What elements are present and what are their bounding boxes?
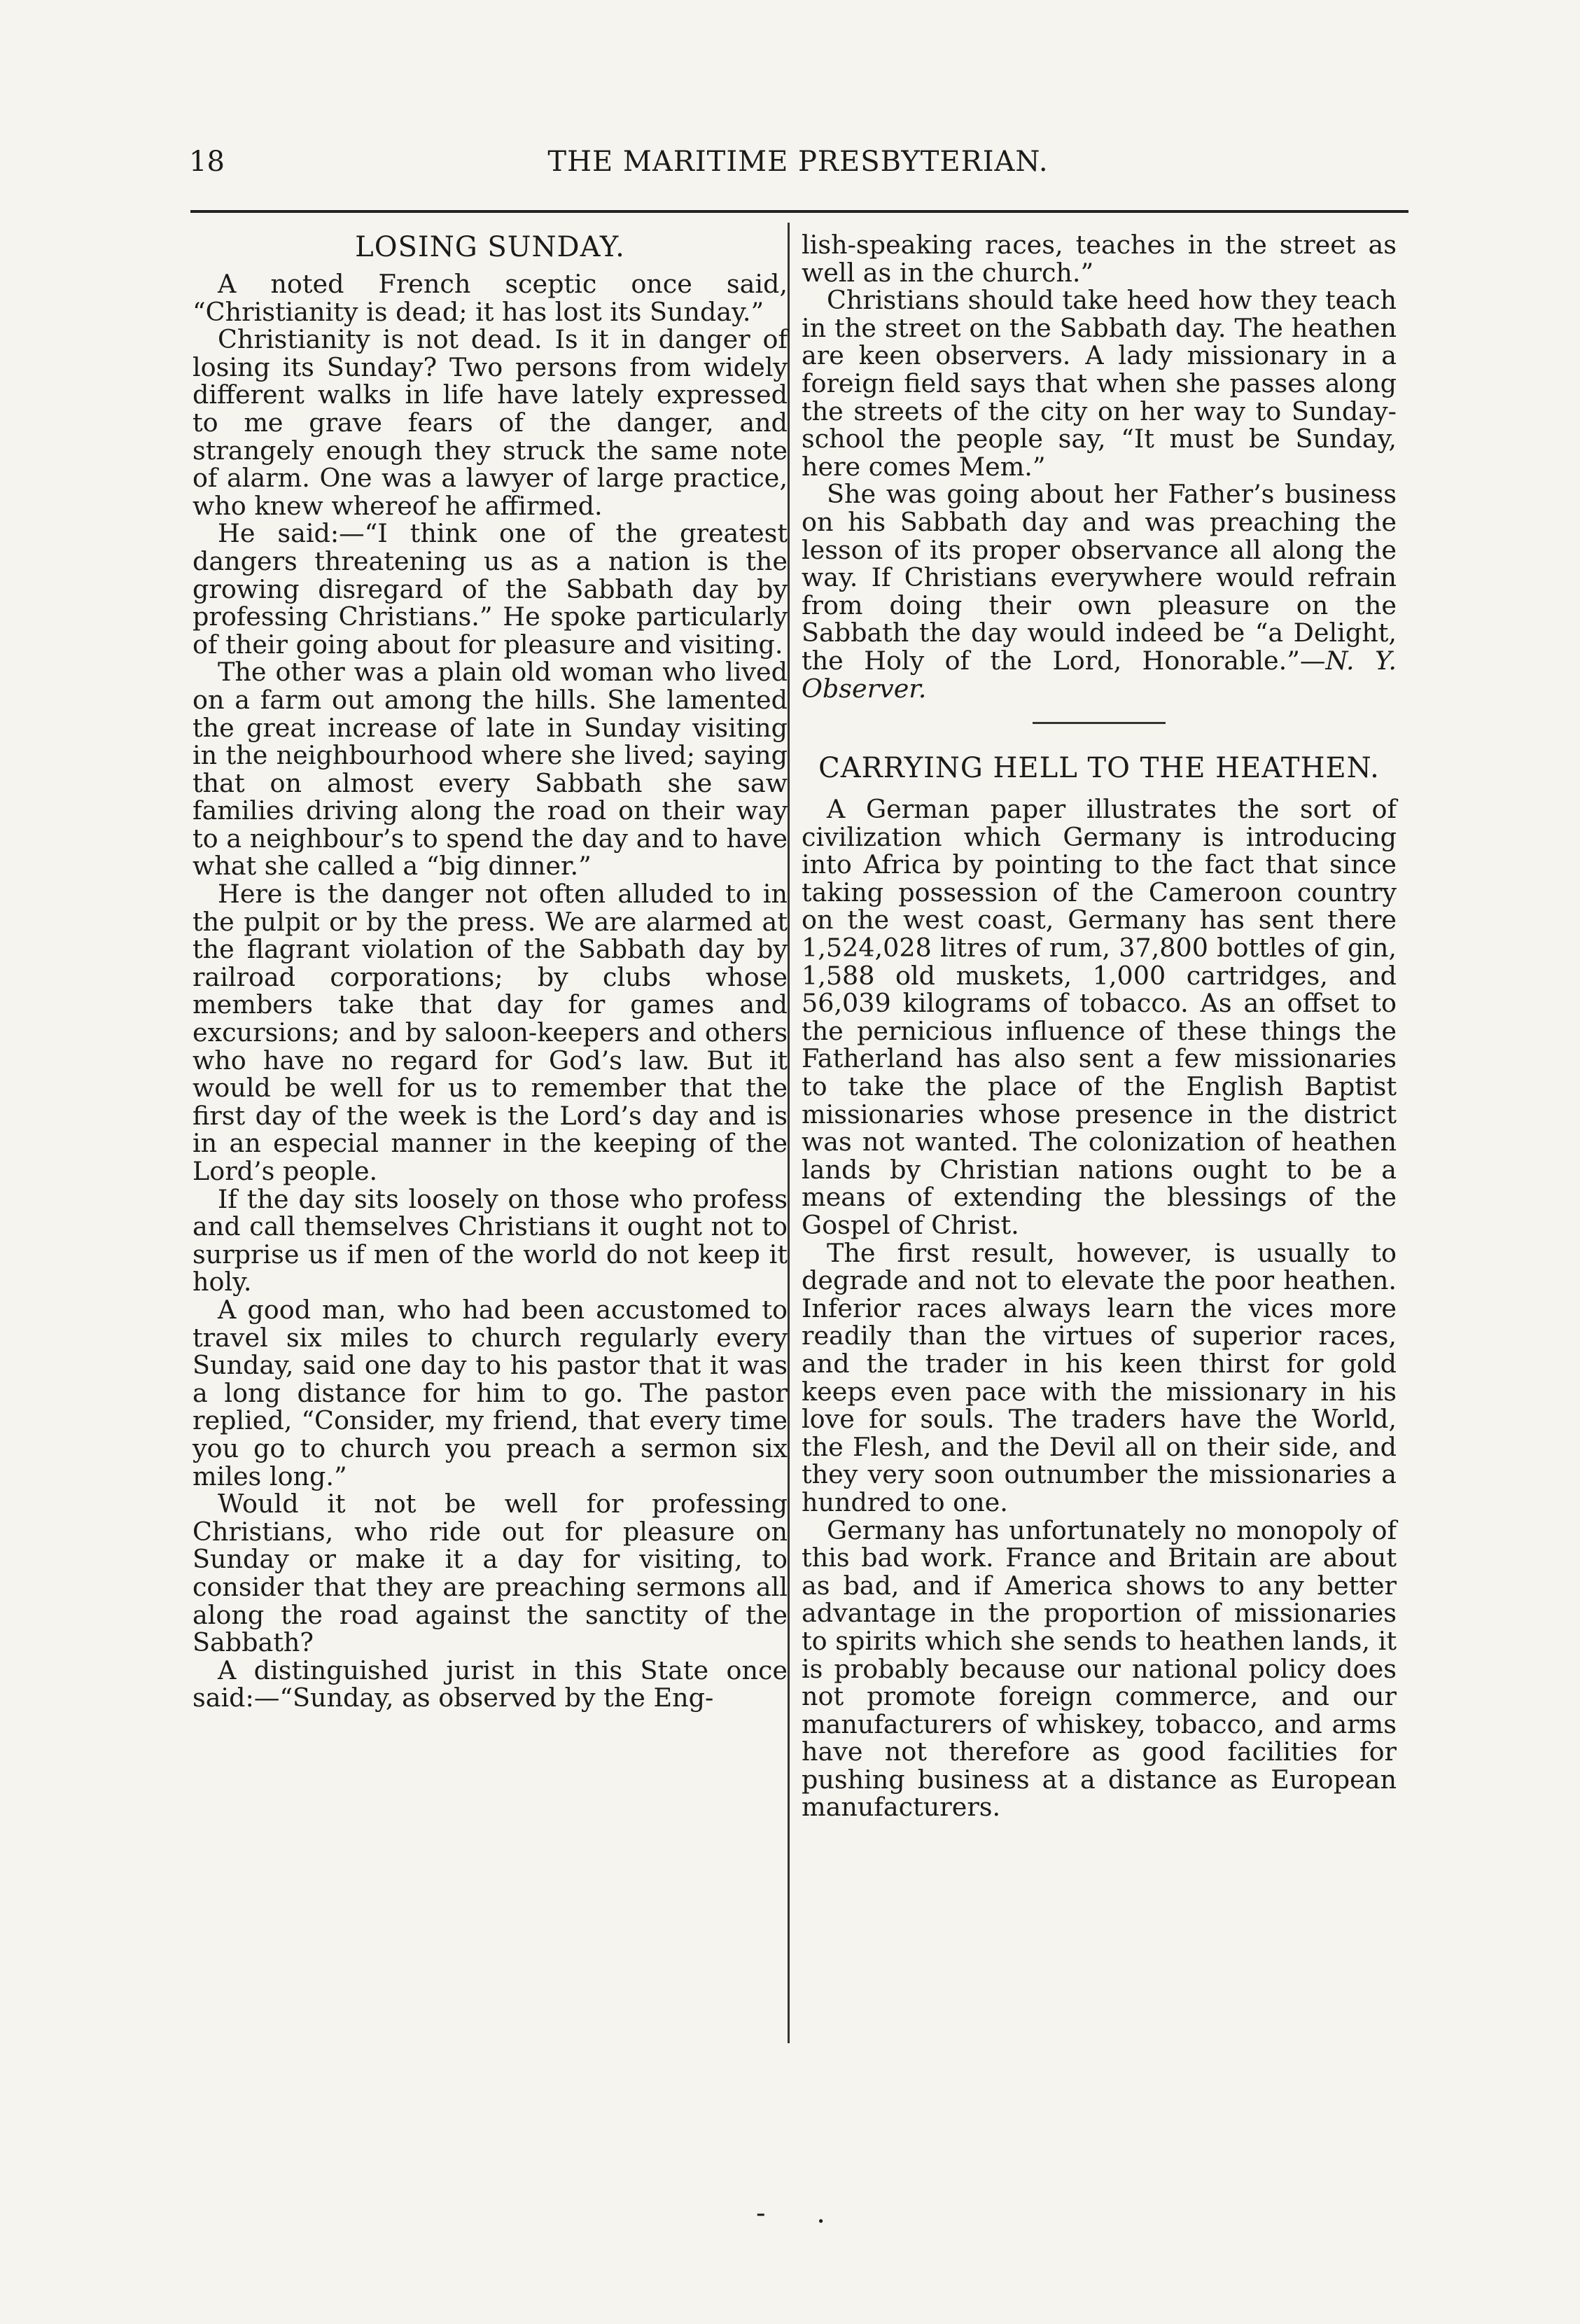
article-title-losing-sunday: LOSING SUNDAY. (355, 231, 625, 263)
paragraph: The other was a plain old woman who lived on a farm out among the hills. She lamented the great increase of late in Sunday visiting in the neighbourhood where she lived; saying that on almost every Sabbath she saw families driving along the road on their way to a neighbour’s to spend the day and to have what she called a “big dinner.” (193, 657, 788, 882)
page-number: 18 (189, 146, 225, 178)
paragraph: A noted French sceptic once said, “Christianity is dead; it has lost its Sunday.” (193, 269, 788, 327)
paragraph: A German paper illustrates the sort of civilization which Germany is introducing into Africa by pointing to the fact that since taking possession of the Cameroon country on the west coast, Germany has sent there 1,524,028 litres of rum, 37,800 bottles of gin, 1,588 old muskets, 1,000 cartridges, and 56,039 kilograms of tobacco. As an offset to the pernicious influence of these things the Fatherland has also sent a few missionaries to take the place of the English Baptist missionaries whose presence in the district was not wanted. The colonization of heathen lands by Christian nations ought to be a means of extending the blessings of the Gospel of Christ. (802, 794, 1397, 1240)
page-header (189, 146, 1407, 188)
right-column (802, 231, 1397, 1821)
column-divider (788, 223, 790, 2043)
source-credit: N. Y. Observer. (802, 645, 1397, 704)
header-rule (190, 210, 1408, 213)
paragraph: Here is the danger not often alluded to in the pulpit or by the press. We are alarmed at the flagrant violation of the Sabbath day by railroad corporations; by clubs whose members take that day for games and excursions; and by saloon-keepers and others who have no regard for God’s law. But it would be well for us to remember that the first day of the week is the Lord’s day and is in an especial manner in the keeping of the Lord’s people. (193, 879, 788, 1186)
paragraph-text: She was going about her Father’s business on his Sabbath day and was preaching the lesson of its proper observance all along the way. If Christians everywhere would refrain from doing their own pleasure on the Sabbath the day would indeed be “a Delight, the Holy of the Lord, Honorable.”— (802, 479, 1397, 676)
paragraph: Would it not be well for professing Christians, who ride out for pleasure on Sunday or make it a day for visiting, to consider that they are preaching sermons all along the road against the sanctity of the Sabbath? (193, 1489, 788, 1658)
article-title-carrying-hell: CARRYING HELL TO THE HEATHEN. (818, 752, 1380, 785)
left-column (193, 231, 788, 1712)
section-rule (1033, 722, 1166, 724)
footer-marks: - . (756, 2197, 846, 2229)
paragraph: A distinguished jurist in this State once said:—“Sunday, as observed by the Eng- (193, 1655, 788, 1713)
running-title: THE MARITIME PRESBYTERIAN. (547, 146, 1049, 178)
paragraph: Christians should take heed how they teach in the street on the Sabbath day. The heathen are keen observers. A lady missionary in a foreign field says that when she passes along the streets of the city on her way to Sunday-school the people say, “It must be Sunday, here comes Mem.” (802, 285, 1397, 482)
paragraph: He said:—“I think one of the greatest dangers threatening us as a nation is the growing disregard of the Sabbath day by professing Christians.” He spoke particularly of their going about for pleasure and visiting. (193, 518, 788, 660)
paragraph: The first result, however, is usually to degrade and not to elevate the poor heathen. Inferior races always learn the vices more readily than the virtues of superior races, and the trader in his keen thirst for gold keeps even pace with the missionary in his love for souls. The traders have the World, the Flesh, and the Devil all on their side, and they very soon outnumber the missionaries a hundred to one. (802, 1237, 1397, 1517)
paragraph-with-credit (802, 480, 1397, 702)
paragraph-continued: lish-speaking races, teaches in the street as well as in the church.” (802, 230, 1397, 288)
paragraph: Germany has unfortunately no monopoly of this bad work. France and Britain are about as bad, and if America shows to any better advantage in the proportion of missionaries to spirits which she sends to heathen lands, it is probably because our national policy does not promote foreign commerce, and our manufacturers of whiskey, tobacco, and arms have not therefore as good facilities for pushing business at a distance as European manufacturers. (802, 1515, 1397, 1823)
paragraph: A good man, who had been accustomed to travel six miles to church regularly every Sunday, said one day to his pastor that it was a long distance for him to go. The pastor replied, “Consider, my friend, that every time you go to church you preach a sermon six miles long.” (193, 1294, 788, 1491)
paragraph: Christianity is not dead. Is it in danger of losing its Sunday? Two persons from widely different walks in life have lately expressed to me grave fears of the danger, and strangely enough they struck the same note of alarm. One was a lawyer of large practice, who knew whereof he affirmed. (193, 324, 788, 521)
paragraph: If the day sits loosely on those who profess and call themselves Christians it ought not to surprise us if men of the world do not keep it holy. (193, 1183, 788, 1297)
